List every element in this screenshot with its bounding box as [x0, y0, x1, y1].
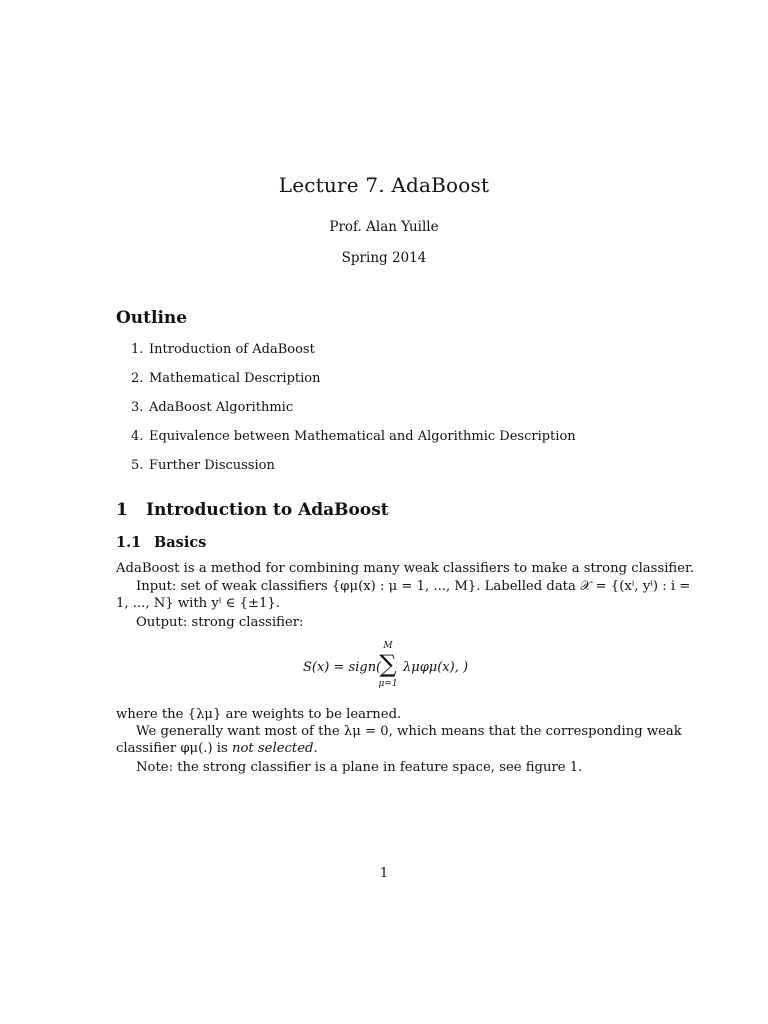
- output-paragraph: [116, 614, 653, 631]
- subsection-number: 1.1: [116, 534, 142, 551]
- outline-item-text: Further Discussion: [149, 458, 275, 473]
- subsection-heading: [116, 534, 206, 551]
- outline-item: [131, 371, 576, 400]
- document-title: Lecture 7. AdaBoost: [278, 173, 490, 197]
- outline-item: [131, 429, 576, 458]
- input-paragraph: [116, 578, 691, 612]
- note-paragraph: [116, 759, 653, 776]
- outline-item-number: 5.: [131, 458, 144, 473]
- general-paragraph: [116, 723, 682, 757]
- weights-paragraph: [116, 706, 653, 723]
- page-number: 1: [379, 866, 389, 881]
- input-line-1: Input: set of weak classifiers {φμ(x) : μ = 1, ..., M}. Labelled data 𝒳 = {(xⁱ, yⁱ) : i =: [136, 579, 691, 594]
- outline-item-number: 2.: [131, 371, 144, 386]
- equation-rhs: λμφμ(x), ): [403, 660, 469, 675]
- weights-line: where the {λμ} are weights to be learned.: [116, 707, 402, 722]
- emphasis-not-selected: not selected: [231, 741, 314, 756]
- outline-item-text: Equivalence between Mathematical and Algorithmic Description: [149, 429, 576, 444]
- summation-symbol: ∑: [379, 650, 397, 678]
- outline-item-number: 1.: [131, 342, 144, 357]
- output-line: Output: strong classifier:: [136, 615, 304, 630]
- general-line-2: [116, 740, 653, 757]
- outline-item-number: 3.: [131, 400, 144, 415]
- general-line-2-text: classifier φμ(.) is: [116, 741, 232, 756]
- intro-line: AdaBoost is a method for combining many weak classifiers to make a strong classifier.: [116, 561, 695, 576]
- summation-lower-limit: μ=1: [378, 679, 398, 689]
- outline-item-text: Introduction of AdaBoost: [149, 342, 315, 357]
- section-number: 1: [116, 500, 128, 520]
- input-line-2: 1, ..., N} with yⁱ ∈ {±1}.: [116, 596, 281, 611]
- equation-lhs: S(x) = sign(: [303, 660, 382, 675]
- outline-item: [131, 400, 576, 429]
- outline-item-text: AdaBoost Algorithmic: [149, 400, 294, 415]
- general-line-1: We generally want most of the λμ = 0, which means that the corresponding weak: [136, 724, 682, 739]
- summation-upper-limit: M: [383, 641, 393, 651]
- document-author: Prof. Alan Yuille: [329, 219, 439, 235]
- outline-item-number: 4.: [131, 429, 144, 444]
- outline-list: [131, 342, 576, 487]
- section-heading: [116, 500, 389, 520]
- intro-paragraph: [116, 560, 695, 577]
- section-title: Introduction to AdaBoost: [146, 500, 389, 520]
- outline-item-text: Mathematical Description: [149, 371, 321, 386]
- document-date: Spring 2014: [341, 250, 427, 266]
- subsection-title: Basics: [154, 534, 207, 551]
- outline-item: [131, 458, 576, 487]
- summation: [373, 640, 403, 690]
- outline-heading: Outline: [116, 308, 188, 328]
- general-line-2-end: .: [313, 741, 318, 756]
- outline-item: [131, 342, 576, 371]
- note-line: Note: the strong classifier is a plane in feature space, see figure 1.: [136, 760, 583, 775]
